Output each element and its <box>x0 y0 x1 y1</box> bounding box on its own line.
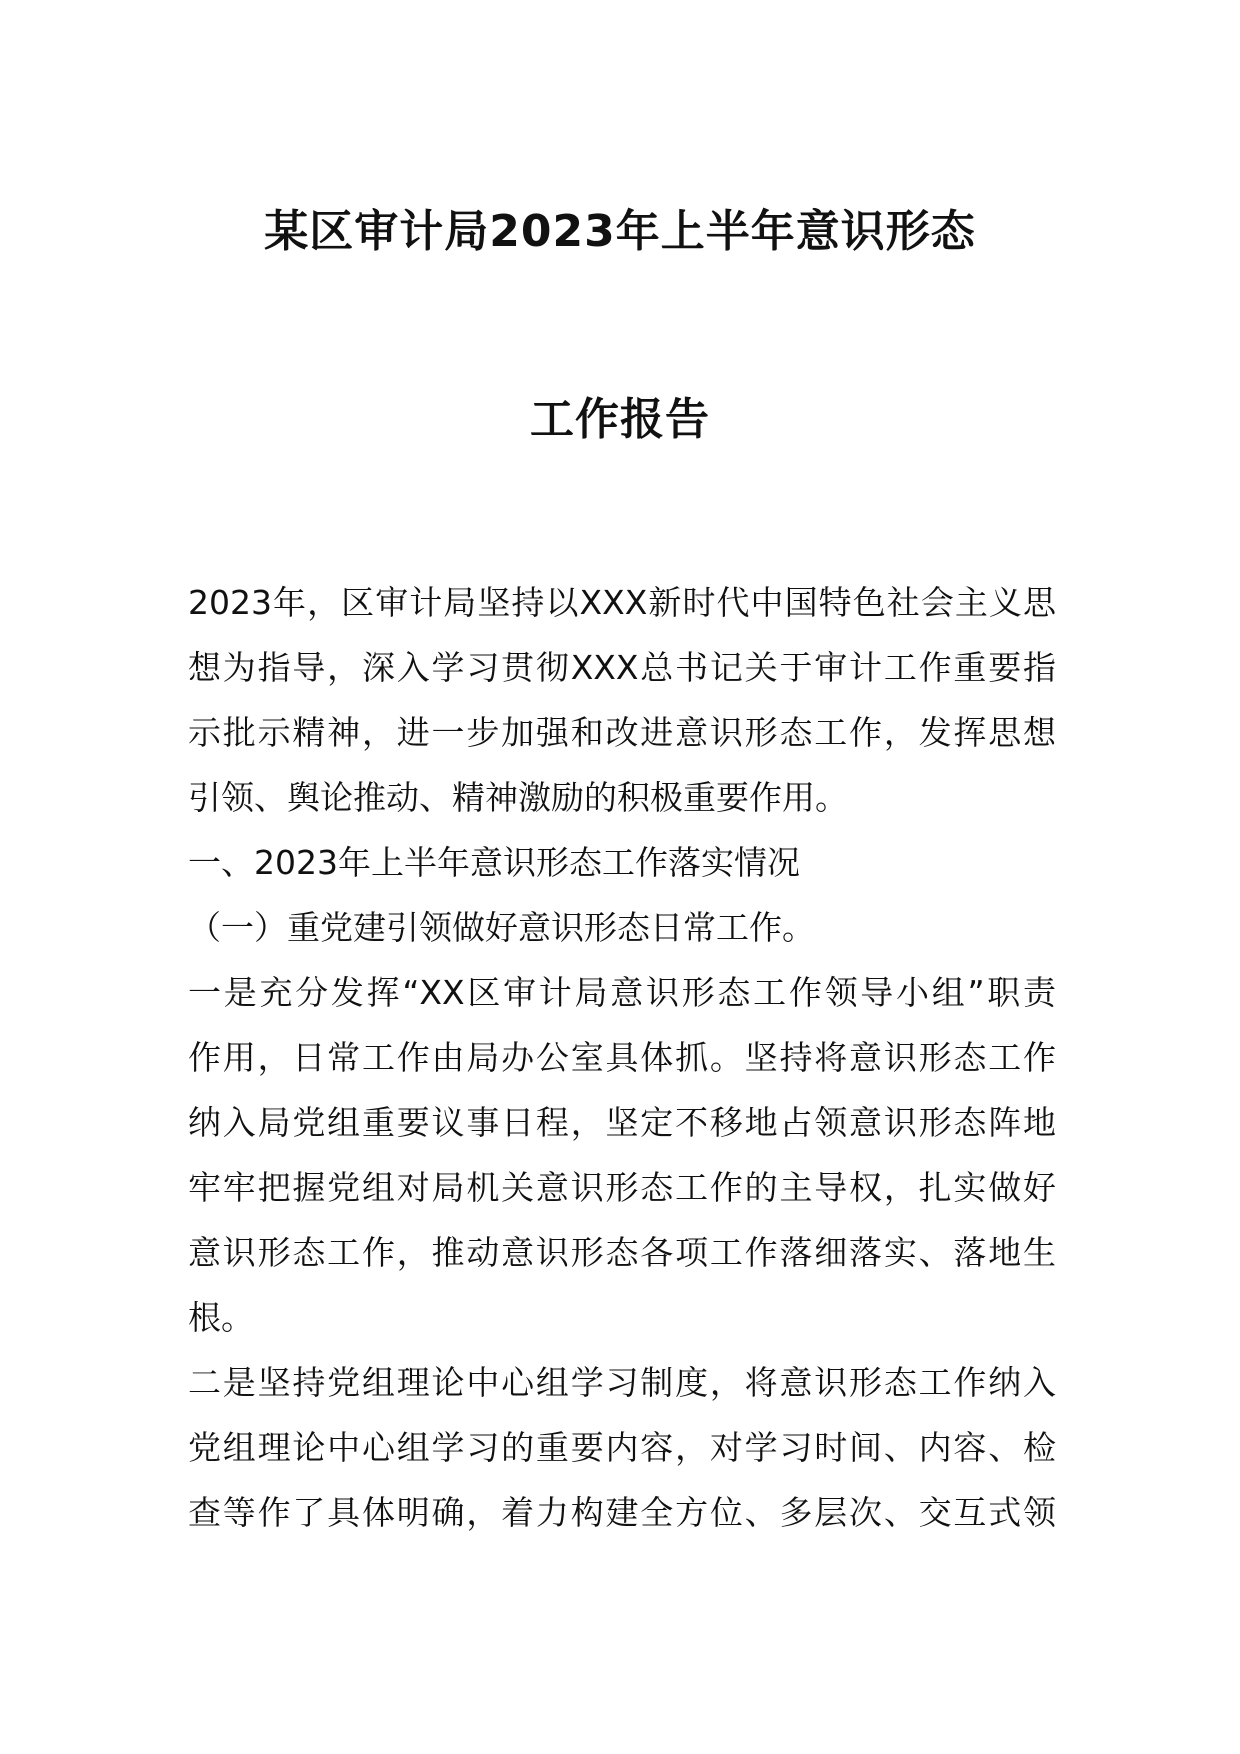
body-line: 2023年，区审计局坚持以XXX新时代中国特色社会主义思 <box>188 583 1056 622</box>
body-line: 二是坚持党组理论中心组学习制度，将意识形态工作纳入 <box>188 1363 1056 1402</box>
body-line: 牢牢把握党组对局机关意识形态工作的主导权，扎实做好 <box>188 1168 1056 1207</box>
body-line: 一、2023年上半年意识形态工作落实情况 <box>188 843 800 882</box>
document-body <box>188 570 1056 1545</box>
document-title-line-2: 工作报告 <box>530 394 710 445</box>
body-line: 想为指导，深入学习贯彻XXX总书记关于审计工作重要指 <box>188 648 1056 687</box>
body-line: 查等作了具体明确，着力构建全方位、多层次、交互式领 <box>188 1493 1056 1532</box>
body-line: 根。 <box>188 1298 254 1337</box>
body-line: 作用，日常工作由局办公室具体抓。坚持将意识形态工作 <box>188 1038 1056 1077</box>
body-line: 纳入局党组重要议事日程，坚定不移地占领意识形态阵地 <box>188 1103 1056 1142</box>
body-line: （一）重党建引领做好意识形态日常工作。 <box>188 908 815 947</box>
body-line: 党组理论中心组学习的重要内容，对学习时间、内容、检 <box>188 1428 1056 1467</box>
body-line: 示批示精神，进一步加强和改进意识形态工作，发挥思想 <box>188 713 1056 752</box>
body-line: 一是充分发挥“XX区审计局意识形态工作领导小组”职责 <box>188 973 1056 1012</box>
document-title-line-1: 某区审计局2023年上半年意识形态 <box>264 206 976 257</box>
body-line: 引领、舆论推动、精神激励的积极重要作用。 <box>188 778 848 817</box>
body-line: 意识形态工作，推动意识形态各项工作落细落实、落地生 <box>188 1233 1056 1272</box>
